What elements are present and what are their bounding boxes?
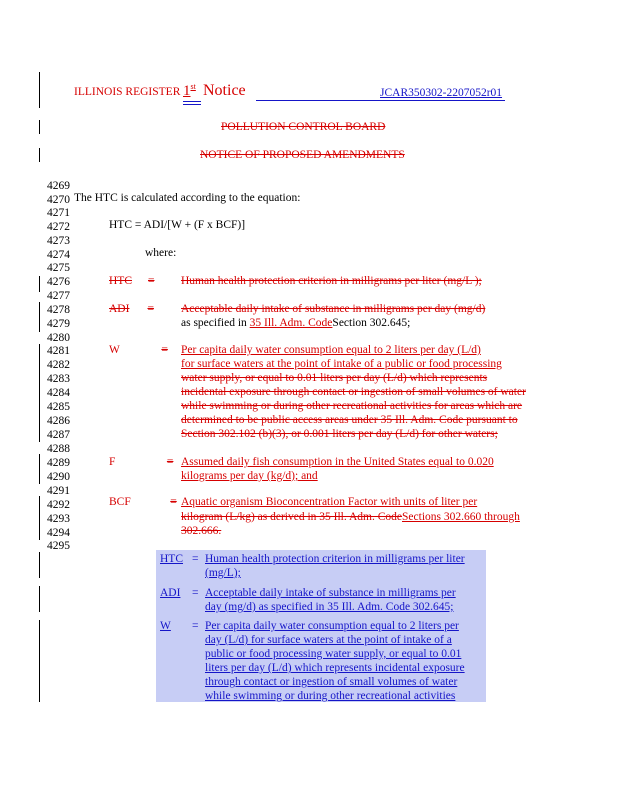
line-number: 4283 — [47, 373, 70, 385]
intro-text: The HTC is calculated according to the equation: — [74, 192, 301, 204]
ins-adi-term: ADI — [160, 587, 181, 599]
bcf-def-line1: Aquatic organism Bioconcentration Factor with units of liter per — [181, 496, 478, 508]
w-def-line5: while swimming or during other recreational activities for areas which are — [181, 400, 523, 412]
w-def-line1: Per capita daily water consumption equal to 2 liters per day (L/d) — [181, 344, 481, 356]
line-number: 4291 — [47, 485, 70, 497]
line-number: 4282 — [47, 359, 70, 371]
change-bar — [39, 496, 40, 540]
change-bar — [39, 586, 40, 612]
notice-double-underline — [183, 101, 201, 105]
change-bar — [39, 148, 40, 162]
line-number: 4271 — [47, 207, 70, 219]
ins-adi-def-line1: Acceptable daily intake of substance in milligrams per — [205, 587, 456, 599]
line-number: 4287 — [47, 429, 70, 441]
line-number: 4275 — [47, 262, 70, 274]
line-number: 4274 — [47, 249, 70, 261]
change-bar — [39, 552, 40, 578]
line-number: 4278 — [47, 304, 70, 316]
line-number: 4294 — [47, 527, 70, 539]
notice-number-value: 1 — [183, 83, 191, 99]
ins-w-def-line2: day (L/d) for surface waters at the point of intake of a — [205, 634, 452, 646]
equation: HTC = ADI/[W + (F x BCF)] — [109, 219, 246, 231]
bcf-def-line2: kilogram (L/kg) as derived in 35 Ill. Adm. CodeSections 302.660 through — [181, 511, 520, 523]
line-number: 4289 — [47, 457, 70, 469]
notice-title: NOTICE OF PROPOSED AMENDMENTS — [200, 149, 405, 161]
notice-number — [183, 83, 196, 100]
line-number: 4293 — [47, 513, 70, 525]
line-number: 4270 — [47, 194, 70, 206]
where-label: where: — [145, 247, 177, 259]
ins-htc-term: HTC — [160, 553, 183, 565]
ins-adi-eq: = — [192, 587, 199, 599]
change-bar — [39, 302, 40, 332]
w-def-line3: water supply, or equal to 0.01 liters per day (L/d) which represents — [181, 372, 488, 384]
line-number: 4292 — [47, 499, 70, 511]
ins-w-term: W — [160, 620, 171, 632]
ins-w-def-line1: Per capita daily water consumption equal to 2 liters per — [205, 620, 459, 632]
ins-htc-def-line1: Human health protection criterion in milligrams per liter — [205, 553, 465, 565]
htc-term-deleted: HTC = — [109, 275, 155, 287]
line-number: 4273 — [47, 235, 70, 247]
change-bar — [39, 620, 40, 702]
ins-w-def-line5: through contact or ingestion of small volumes of water — [205, 676, 458, 688]
ins-htc-def-line2: (mg/L); — [205, 567, 241, 579]
ins-w-eq: = — [192, 620, 199, 632]
change-bar — [39, 454, 40, 484]
line-number: 4272 — [47, 221, 70, 233]
line-number: 4290 — [47, 471, 70, 483]
bcf-def-line3: 302.666. — [181, 525, 222, 537]
change-bar — [39, 344, 40, 442]
htc-definition-deleted: Human health protection criterion in milligrams per liter (mg/L ); — [181, 275, 482, 287]
adi-term-deleted: ADI = — [109, 303, 154, 315]
line-number: 4269 — [47, 180, 70, 192]
line-number: 4284 — [47, 387, 70, 399]
header-underline — [256, 100, 505, 101]
notice-number-suffix: st — [190, 82, 196, 91]
line-number: 4285 — [47, 401, 70, 413]
ins-w-def-line6: while swimming or during other recreational activities — [205, 690, 456, 702]
adi-definition-deleted: Acceptable daily intake of substance in milligrams per day (mg/d) — [181, 303, 486, 315]
line-number: 4286 — [47, 415, 70, 427]
line-number: 4281 — [47, 345, 70, 357]
f-def-line2: kilograms per day (kg/d); and — [181, 470, 318, 482]
line-number: 4276 — [47, 276, 70, 288]
w-def-line6: determined to be public access areas under 35 Ill. Adm. Code pursuant to — [181, 414, 518, 426]
change-bar — [39, 120, 40, 134]
line-number: 4277 — [47, 290, 70, 302]
notice-label: Notice — [203, 82, 246, 99]
line-number: 4280 — [47, 332, 70, 344]
f-def-line1: Assumed daily fish consumption in the United States equal to 0.020 — [181, 456, 494, 468]
line-number: 4279 — [47, 318, 70, 330]
register-title: ILLINOIS REGISTER — [74, 86, 181, 98]
line-number: 4295 — [47, 540, 70, 552]
document-id: JCAR350302-2207052r01 — [380, 87, 503, 99]
w-def-line2: for surface waters at the point of intake of a public or food processing — [181, 358, 502, 370]
f-term: F = — [109, 456, 174, 468]
ins-htc-eq: = — [192, 553, 199, 565]
w-def-line4: incidental exposure through contact or ingestion of small volumes of water — [181, 386, 526, 398]
ins-w-def-line4: liters per day (L/d) which represents incidental exposure — [205, 662, 465, 674]
ins-adi-def-line2: day (mg/d) as specified in 35 Ill. Adm. Code 302.645; — [205, 601, 454, 613]
ins-w-def-line3: public or food processing water supply, or equal to 0.01 — [205, 648, 462, 660]
adi-definition-line2: as specified in 35 Ill. Adm. CodeSection 302.645; — [181, 317, 411, 329]
w-def-line7: Section 302.102 (b)(3), or 0.001 liters per day (L/d) for other waters; — [181, 428, 498, 440]
board-title: POLLUTION CONTROL BOARD — [221, 121, 386, 133]
bcf-term: BCF = — [109, 496, 177, 508]
line-number: 4288 — [47, 443, 70, 455]
change-bar — [39, 276, 40, 292]
change-bar — [39, 72, 40, 108]
w-term: W = — [109, 344, 168, 356]
